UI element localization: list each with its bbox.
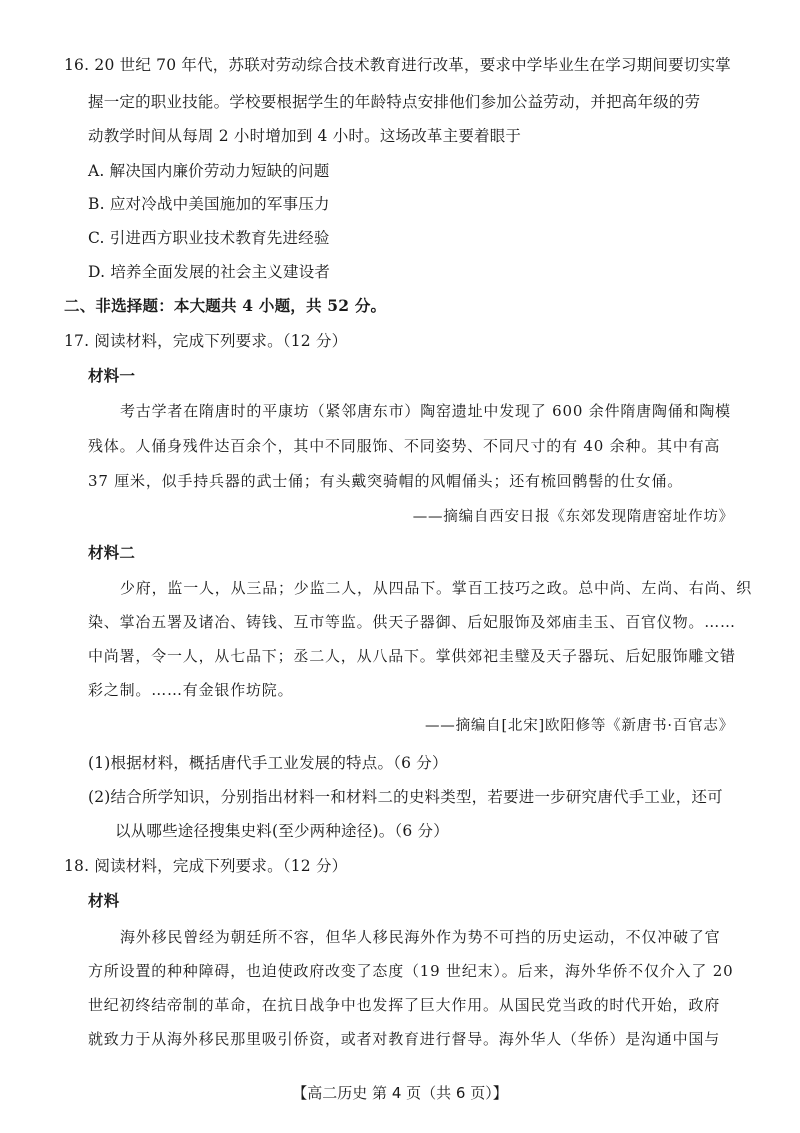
q16-option-a: A. 解决国内廉价劳动力短缺的问题 (88, 162, 330, 180)
q18-stem: 18. 阅读材料，完成下列要求。（12 分） (64, 857, 348, 875)
q17-sub1: (1)根据材料，概括唐代手工业发展的特点。（6 分） (88, 754, 448, 772)
q17-material1-line-2: 残体。人俑身残件达百余个，其中不同服饰、不同姿势、不同尺寸的有 40 余种。其中有高 (88, 437, 721, 455)
q17-material1-label: 材料一 (88, 366, 136, 385)
q17-material2-source: ——摘编自[北宋]欧阳修等《新唐书·百官志》 (424, 718, 734, 734)
q17-material1-line-1: 考古学者在隋唐时的平康坊（紧邻唐东市）陶窑遗址中发现了 600 余件隋唐陶俑和陶模 (120, 402, 731, 420)
q18-material-line-4: 就致力于从海外移民那里吸引侨资，或者对教育进行督导。海外华人（华侨）是沟通中国与 (88, 1030, 721, 1048)
q17-material1-source: ——摘编自西安日报《东郊发现隋唐窑址作坊》 (412, 509, 734, 525)
q17-material2-line-4: 彩之制。……有金银作坊院。 (88, 681, 294, 699)
q16-stem-line-3: 动教学时间从每周 2 小时增加到 4 小时。这场改革主要着眼于 (88, 127, 522, 145)
q17-material2-line-2: 染、掌冶五署及诸冶、铸钱、互市等监。供天子器御、后妃服饰及郊庙圭玉、百官仪物。…… (88, 613, 736, 631)
q17-material2-label: 材料二 (88, 543, 136, 562)
q16-option-c: C. 引进西方职业技术教育先进经验 (88, 229, 330, 247)
q18-material-line-3: 世纪初终结帝制的革命，在抗日战争中也发挥了巨大作用。从国民党当政的时代开始，政府 (88, 996, 721, 1014)
q17-stem: 17. 阅读材料，完成下列要求。（12 分） (64, 332, 348, 350)
q16-stem-line-2: 握一定的职业技能。学校要根据学生的年龄特点安排他们参加公益劳动，并把高年级的劳 (88, 93, 701, 111)
q16-stem-line-1: 16. 20 世纪 70 年代，苏联对劳动综合技术教育进行改革，要求中学毕业生在学习期间要切实掌 (64, 56, 731, 74)
q16-option-b: B. 应对冷战中美国施加的军事压力 (88, 195, 330, 213)
q17-sub2-line-2: 以从哪些途径搜集史料(至少两种途径)。（6 分） (115, 822, 449, 840)
q17-material2-line-1: 少府，监一人，从三品；少监二人，从四品下。掌百工技巧之政。总中尚、左尚、右尚、织 (120, 579, 753, 597)
q18-material-line-1: 海外移民曾经为朝廷所不容，但华人移民海外作为势不可挡的历史运动，不仅冲破了官 (120, 928, 721, 946)
q17-material2-line-3: 中尚署，令一人，从七品下；丞二人，从八品下。掌供郊祀圭璧及天子器玩、后妃服饰雕文错 (88, 647, 736, 665)
q18-material-label: 材料 (88, 891, 120, 910)
q18-material-line-2: 方所设置的种种障碍，也迫使政府改变了态度（19 世纪末）。后来，海外华侨不仅介入了 20 (88, 962, 734, 980)
q16-option-d: D. 培养全面发展的社会主义建设者 (88, 263, 331, 281)
section-2-title: 二、非选择题：本大题共 4 小题，共 52 分。 (64, 296, 387, 315)
page-footer: 【高二历史 第 4 页（共 6 页）】 (292, 1084, 508, 1102)
q17-material1-line-3: 37 厘米，似手持兵器的武士俑；有头戴突骑帽的风帽俑头；还有梳回鹘髻的仕女俑。 (88, 472, 684, 490)
q17-sub2-line-1: (2)结合所学知识，分别指出材料一和材料二的史料类型，若要进一步研究唐代手工业，还可 (88, 788, 723, 806)
